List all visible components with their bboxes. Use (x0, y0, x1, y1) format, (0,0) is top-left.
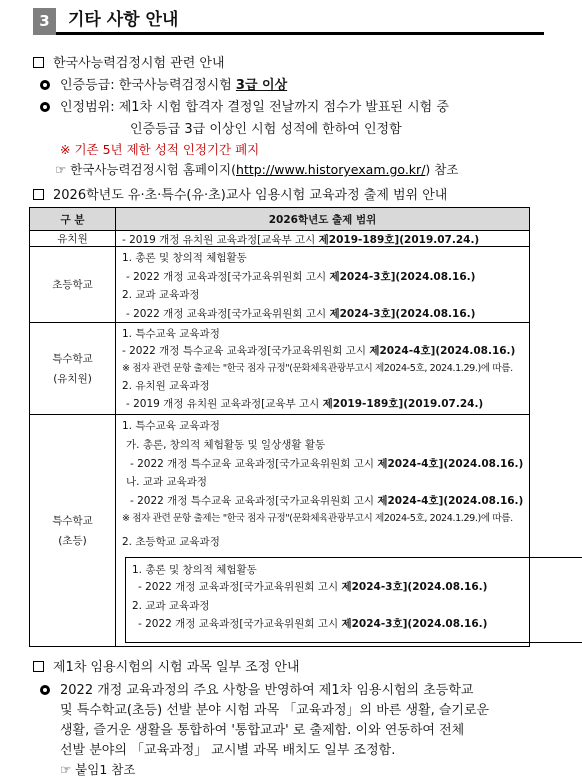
checkbox-square-icon (33, 661, 44, 672)
row-content: 1. 특수교육 교육과정 - 2022 개정 특수교육 교육과정[국가교육위원회 고시 제2024-4호](2024.08.16.) ※ 점자 관련 문항 출제는 "한국 점자 규정"(문화체육관광부고시 제2024-5호, 2024.1.29.)에 따름. 2. 유치원 교육과정 - 2019 개정 유치원 교육과정[교육부 고시 제2019-189호](2019.07.24.) (116, 323, 530, 415)
cert-level-item: 인증등급: 한국사능력검정시험 3급 이상 (40, 74, 287, 93)
part3-line-3: 생활, 즐거운 생활을 통합하여 '통합교과' 로 출제함. 이와 연동하여 전체 (60, 723, 465, 738)
bullet-circle-icon (40, 102, 50, 112)
bullet-circle-icon (40, 80, 50, 90)
row-content: - 2019 개정 유치원 교육과정[교육부 고시 제2019-189호](2019.07.24.) (116, 231, 530, 247)
checkbox-square-icon (33, 57, 44, 68)
validity-note: ※ 기존 5년 제한 성적 인정기간 폐지 (60, 142, 260, 157)
attachment-reference: ☞ 붙임1 참조 (60, 762, 136, 777)
part3-line-1: 2022 개정 교육과정의 주요 사항을 반영하여 제1차 임용시험의 초등학교 (40, 679, 473, 698)
table-row (30, 247, 530, 323)
row-category: 특수학교 (초등) (30, 415, 116, 647)
row-content: 1. 특수교육 교육과정 가. 총론, 창의적 체험활동 및 일상생활 활동 - 2022 개정 특수교육 교육과정[국가교육위원회 고시 제2024-4호](2024.08.16.) 나. 교과 교육과정 - 2022 개정 특수교육 교육과정[국가교육위원회 고시 제2024-4호](2024.08.16.) ※ 점자 관련 문항 출제는 "한국 점자 규정"(문화체육관광부고시 제2024-5호, 2024.1.29.)에 따름. 2. 초등학교 교육과정 1. 총론 및 창의적 체험활동 - 2022 개정 교육과정[국가교육위원회 고시 제2024-3호](2024.08.16.) 2. 교과 교육과정 - 2022 개정 교육과정[국가교육위원회 고시 제2024-3호](2024.08.16.) (116, 415, 530, 647)
history-exam-link[interactable]: http://www.historyexam.go.kr/ (236, 162, 426, 177)
section-number: 3 (33, 8, 56, 35)
table-row (30, 323, 530, 415)
cert-level-value: 3급 이상 (235, 78, 288, 93)
bullet-circle-icon (40, 685, 50, 695)
section-title: 기타 사항 안내 (56, 4, 544, 35)
part3-line-2: 및 특수학교(초등) 선발 분야 시험 과목 「교육과정」의 바른 생활, 슬기로운 (60, 703, 490, 718)
row-category: 유치원 (30, 231, 116, 247)
row-category: 특수학교 (유치원) (30, 323, 116, 415)
header-category: 구 분 (30, 208, 116, 231)
checkbox-square-icon (33, 189, 44, 200)
cert-scope-line2: 인증등급 3급 이상인 시험 성적에 한하여 인정함 (130, 122, 402, 137)
homepage-reference: ☞ 한국사능력검정시험 홈페이지(http://www.historyexam.go.kr/) 참조 (55, 162, 459, 177)
part1-heading: 한국사능력검정시험 관련 안내 (33, 52, 225, 71)
section-header (33, 4, 544, 38)
row-category: 초등학교 (30, 247, 116, 323)
header-scope: 2026학년도 출제 범위 (116, 208, 530, 231)
row-content: 1. 총론 및 창의적 체험활동 - 2022 개정 교육과정[국가교육위원회 고시 제2024-3호](2024.08.16.) 2. 교과 교육과정 - 2022 개정 교육과정[국가교육위원회 고시 제2024-3호](2024.08.16.) (116, 247, 530, 323)
curriculum-scope-table (29, 207, 530, 647)
table-header-row (30, 208, 530, 231)
table-row (30, 231, 530, 247)
part2-heading: 2026학년도 유·초·특수(유·초)교사 임용시험 교육과정 출제 범위 안내 (33, 184, 447, 203)
part3-line-4: 선발 분야의 「교육과정」 교시별 과목 배치도 일부 조정함. (60, 743, 396, 758)
cert-scope-item: 인정범위: 제1차 시험 합격자 결정일 전날까지 점수가 발표된 시험 중 (40, 96, 449, 115)
elementary-curriculum-box: 1. 총론 및 창의적 체험활동 - 2022 개정 교육과정[국가교육위원회 고시 제2024-3호](2024.08.16.) 2. 교과 교육과정 - 2022 개정 교육과정[국가교육위원회 고시 제2024-3호](2024.08.16.) (125, 557, 582, 643)
part3-heading: 제1차 임용시험의 시험 과목 일부 조정 안내 (33, 656, 300, 675)
table-row (30, 415, 530, 647)
